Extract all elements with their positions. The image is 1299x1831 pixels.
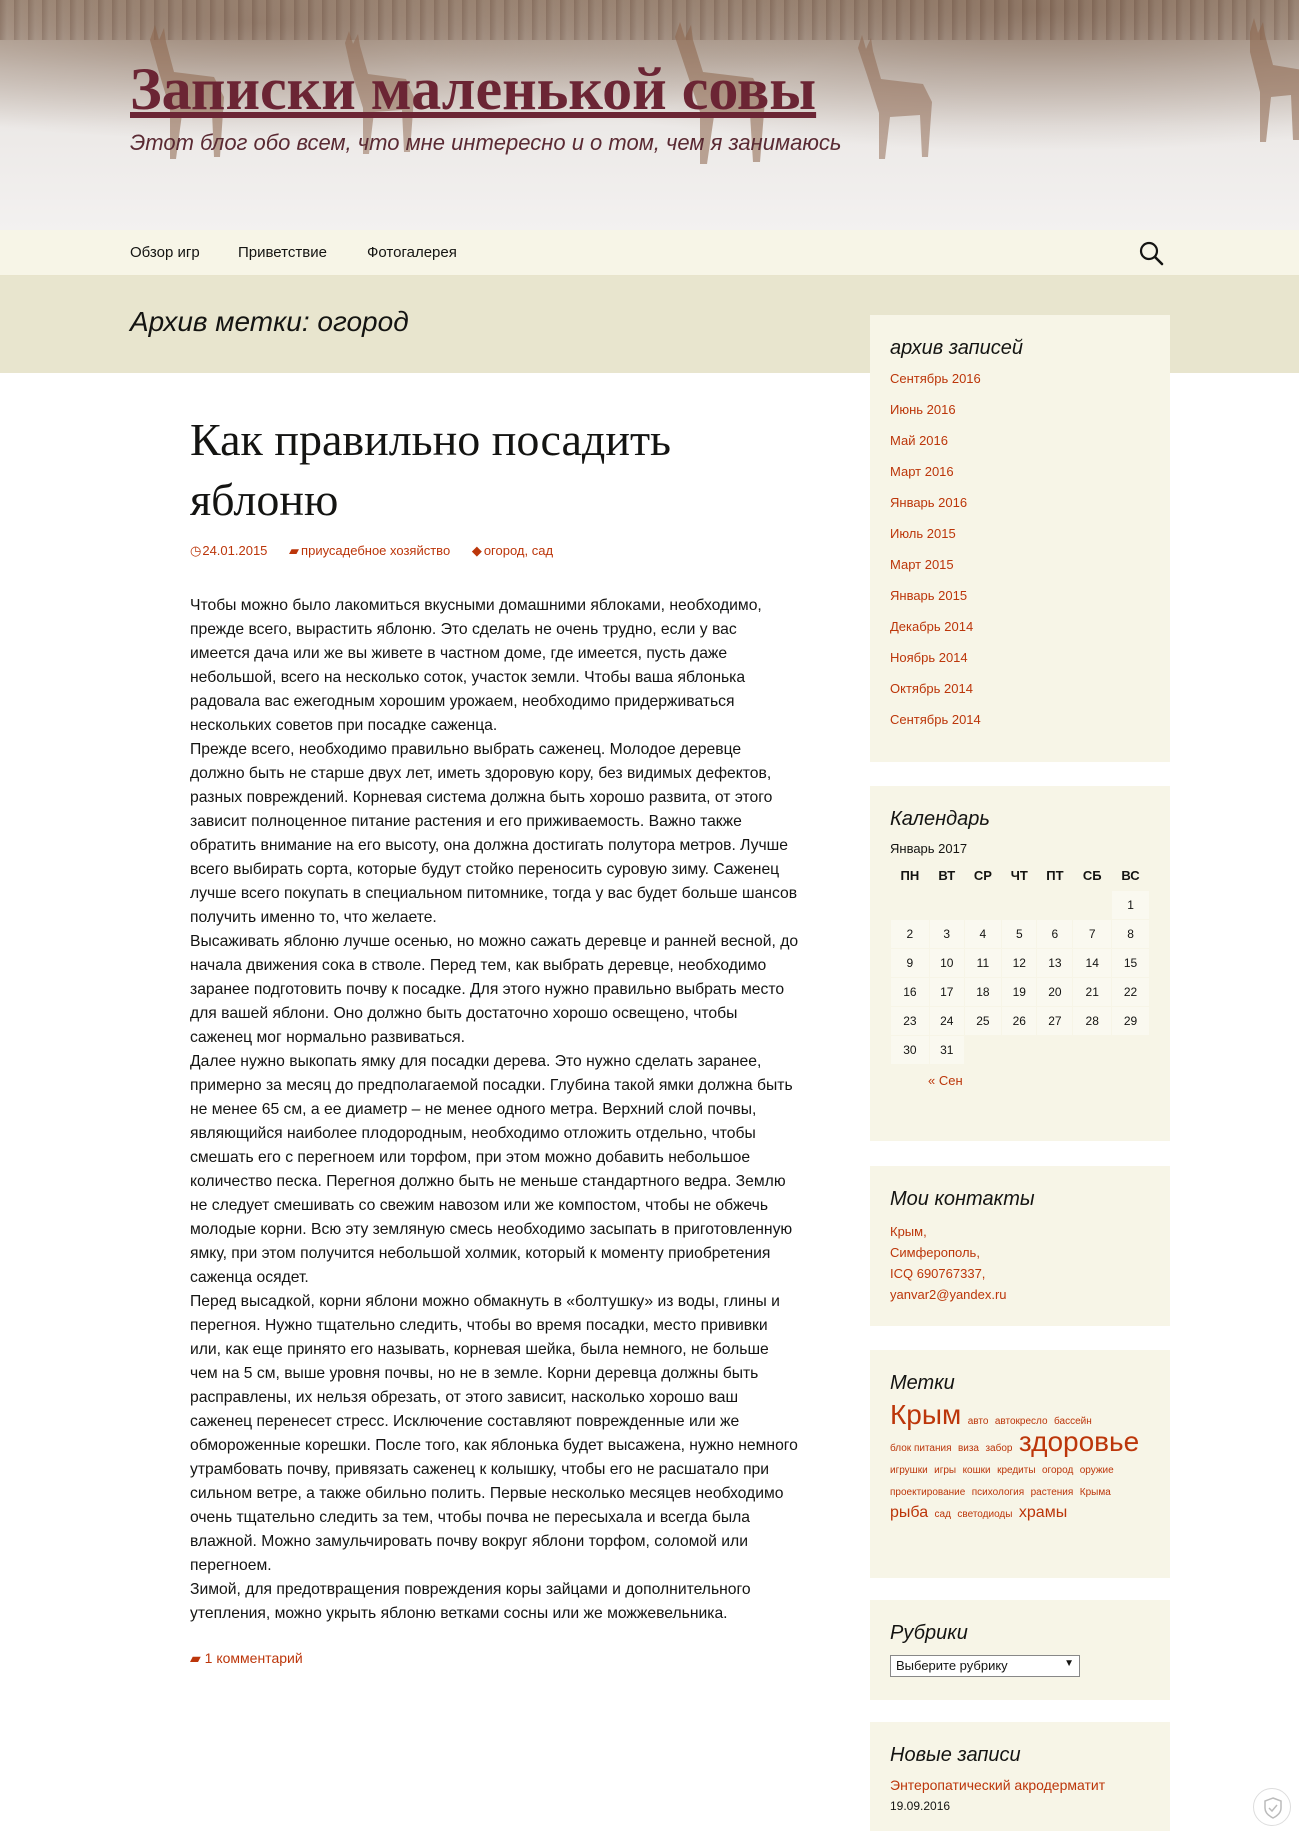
tag-link[interactable]: забор <box>985 1443 1013 1454</box>
archive-item[interactable]: Октябрь 2014 <box>890 681 973 696</box>
shield-icon[interactable] <box>1253 1788 1291 1826</box>
archive-item[interactable]: Сентябрь 2016 <box>890 371 981 386</box>
calendar-day: 31 <box>929 1035 964 1064</box>
archive-item[interactable]: Июль 2015 <box>890 526 956 541</box>
main-navigation <box>0 230 1299 276</box>
calendar-day <box>964 890 1001 919</box>
nav-item-welcome[interactable]: Приветствие <box>238 244 327 261</box>
calendar-week <box>891 1006 1150 1035</box>
archive-item[interactable]: Май 2016 <box>890 433 948 448</box>
post-paragraph: Высаживать яблоню лучше осенью, но можно сажать деревце и ранней весной, до начала движения сока в стволе. Перед тем, как выбрать деревце, необходимо заранее подготовить почву к посадке. Для этого нужно правильно выбрать место для вашей яблони. Оно должно быть достаточно хорошо освещено, чтобы саженец мог нормально развиваться. <box>190 933 799 1046</box>
widget-title: архив записей <box>890 337 1024 359</box>
tag-link[interactable]: бассейн <box>1054 1416 1092 1427</box>
calendar-widget <box>870 786 1170 1141</box>
calendar-day <box>1073 1035 1112 1064</box>
calendar-day: 14 <box>1073 948 1112 977</box>
post-paragraph: Перед высадкой, корни яблони можно обмакнуть в «болтушку» из воды, глины и перегноя. Нужно тщательно следить, чтобы во время посадки, место прививки или, как еще принято его называть, корневая шейка, была немного, не больше чем на 5 см, выше уровня почвы, но не в земле. Корни деревца должны быть расправлены, их нельзя обрезать, от этого зависит, насколько хорошо ваш саженец перенесет стресс. Исключение составляют поврежденные или же обмороженные корешки. После того, как яблонька будет высажена, нужно немного утрамбовать почву, привязать саженец к колышку, чтобы его не расшатало при сильном ветре, а также обильно полить. Первые несколько месяцев необходимо очень тщательно следить за тем, чтобы почва не пересыхала и всегда была влажной. Можно замульчировать почву вокруг яблони торфом, соломой или перегноем. <box>190 1293 798 1574</box>
contact-line: Симферополь, <box>890 1245 980 1260</box>
post-paragraph: Чтобы можно было лакомиться вкусными домашними яблоками, необходимо, прежде всего, вырастить яблоню. Это сделать не очень трудно, если у вас имеется дача или же вы живете в частном доме, где имеется, пусть даже небольшой, всего на несколько соток, участок земли. Чтобы ваша яблонька радовала вас ежегодным хорошим урожаем, необходимо придерживаться нескольких советов при посадке саженца. <box>190 597 762 734</box>
calendar-day: 4 <box>964 919 1001 948</box>
calendar-day: 19 <box>1002 977 1037 1006</box>
calendar-day: 8 <box>1112 919 1150 948</box>
calendar-day: 11 <box>964 948 1001 977</box>
tag-link[interactable]: рыба <box>890 1504 929 1521</box>
calendar-day <box>1037 1035 1073 1064</box>
calendar-day: 26 <box>1002 1006 1037 1035</box>
calendar-day <box>1112 1035 1150 1064</box>
calendar-day: 24 <box>929 1006 964 1035</box>
tag-link[interactable]: проектирование <box>890 1487 966 1498</box>
calendar-prev-link[interactable]: « Сен <box>928 1072 963 1088</box>
recent-post-link[interactable]: Энтеропатический акродерматит <box>890 1777 1106 1793</box>
nav-item-photo-gallery[interactable]: Фотогалерея <box>367 244 457 261</box>
calendar-day: 10 <box>929 948 964 977</box>
calendar-day: 5 <box>1002 919 1037 948</box>
archive-list <box>890 370 1150 742</box>
tag-link[interactable]: Крыма <box>1079 1487 1111 1498</box>
deer-image <box>1230 10 1299 170</box>
tag-link[interactable]: Крым <box>890 1399 962 1430</box>
calendar-day: 22 <box>1112 977 1150 1006</box>
calendar-day: 15 <box>1112 948 1150 977</box>
search-icon[interactable] <box>1138 240 1164 266</box>
post-date[interactable]: ◷24.01.2015 <box>190 543 268 558</box>
recent-posts-widget <box>870 1722 1170 1831</box>
comment-icon: ▰ <box>190 1650 201 1666</box>
calendar-day <box>1002 1035 1037 1064</box>
deer-image <box>830 30 950 170</box>
calendar-week <box>891 919 1150 948</box>
calendar-day: 29 <box>1112 1006 1150 1035</box>
contacts-widget <box>870 1166 1170 1326</box>
calendar-week <box>891 890 1150 919</box>
archive-item[interactable]: Ноябрь 2014 <box>890 650 968 665</box>
calendar-day: 30 <box>891 1035 930 1064</box>
calendar-weekday: ВС <box>1121 868 1140 884</box>
tag-link[interactable]: кошки <box>962 1465 991 1476</box>
post-meta <box>190 543 571 559</box>
recent-post-date: 19.09.2016 <box>890 1799 951 1813</box>
calendar-weekday: ВТ <box>938 868 956 884</box>
dropdown-arrow-icon: ▼ <box>1064 1658 1074 1669</box>
contact-line: Крым, <box>890 1224 927 1239</box>
calendar-day: 9 <box>891 948 930 977</box>
calendar-day: 18 <box>964 977 1001 1006</box>
tag-link[interactable]: игры <box>934 1465 957 1476</box>
calendar-day: 12 <box>1002 948 1037 977</box>
widget-title: Рубрики <box>890 1622 968 1644</box>
post-title-link[interactable]: Как правильно посадить яблоню <box>190 414 672 525</box>
calendar-weekday: ПН <box>900 868 920 884</box>
tag-link[interactable]: игрушки <box>890 1465 928 1476</box>
calendar-day: 17 <box>929 977 964 1006</box>
widget-title: Календарь <box>890 808 990 830</box>
site-header <box>0 0 1299 230</box>
categories-widget <box>870 1600 1170 1700</box>
calendar-week <box>891 977 1150 1006</box>
calendar-caption: Январь 2017 <box>890 841 968 856</box>
calendar-weekday: СБ <box>1082 868 1102 884</box>
post-paragraph: Прежде всего, необходимо правильно выбрать саженец. Молодое деревце должно быть не старше двух лет, иметь здоровую кору, без видимых дефектов, разных повреждений. Корневая система должна быть хорошо развита, от этого зависит полноценное питание растения и его приживаемость. Важно также обратить внимание на его высоту, она должна достигать полутора метров. Лучше всего выбирать сорта, которые будут стойко переносить суровую зиму. Саженец лучше всего покупать в специальном питомнике, тогда у вас будет больше шансов получить именно то, что желаете. <box>190 741 798 926</box>
site-description: Этот блог обо всем, что мне интересно и о том, чем я занимаюсь <box>130 130 842 155</box>
tag-link[interactable]: виза <box>957 1443 979 1454</box>
clock-icon: ◷ <box>190 543 202 558</box>
archive-item[interactable]: Декабрь 2014 <box>890 619 974 634</box>
calendar-day: 16 <box>891 977 930 1006</box>
contact-line: ICQ 690767337, <box>890 1266 986 1281</box>
tag-link[interactable]: здоровье <box>1018 1426 1140 1457</box>
tag-link[interactable]: оружие <box>1079 1465 1114 1476</box>
tag-link[interactable]: автокресло <box>994 1416 1048 1427</box>
calendar-day: 21 <box>1073 977 1112 1006</box>
calendar-day: 20 <box>1037 977 1073 1006</box>
calendar-day: 3 <box>929 919 964 948</box>
widget-title: Мои контакты <box>890 1188 1035 1210</box>
archive-item[interactable]: Июнь 2016 <box>890 402 956 417</box>
post-content <box>190 594 800 1626</box>
archive-item[interactable]: Январь 2015 <box>890 588 968 603</box>
archive-title: Архив метки: огород <box>130 306 409 337</box>
site-title-link[interactable]: Записки маленькой совы <box>130 56 817 122</box>
calendar-day <box>1037 890 1073 919</box>
calendar-day <box>964 1035 1001 1064</box>
nav-item-games-review[interactable]: Обзор игр <box>130 244 200 261</box>
widget-title: Метки <box>890 1372 955 1394</box>
tag-link[interactable]: психология <box>971 1487 1025 1498</box>
archive-item[interactable]: Январь 2016 <box>890 495 968 510</box>
post-category[interactable]: ▰ приусадебное хозяйство <box>289 543 451 558</box>
calendar-day <box>1002 890 1037 919</box>
category-select[interactable]: Выберите рубрику ▼ <box>890 1655 1080 1677</box>
calendar-day: 2 <box>891 919 930 948</box>
tag-link[interactable]: растения <box>1030 1487 1074 1498</box>
calendar-day: 13 <box>1037 948 1073 977</box>
calendar-day: 25 <box>964 1006 1001 1035</box>
tag-link[interactable]: огород <box>1041 1465 1074 1476</box>
tag-link[interactable]: сад <box>934 1509 951 1520</box>
archive-item[interactable]: Март 2015 <box>890 557 954 572</box>
shield-icon-graphic <box>1254 1789 1292 1827</box>
calendar-day: 7 <box>1073 919 1112 948</box>
post-paragraph: Зимой, для предотвращения повреждения коры зайцами и дополнительного утепления, можно укрыть яблоню ветками сосны или же можжевельника. <box>190 1581 751 1622</box>
tag-link[interactable]: светодиоды <box>957 1509 1013 1520</box>
archive-item[interactable]: Сентябрь 2014 <box>890 712 981 727</box>
calendar-weekday: ЧТ <box>1010 868 1028 884</box>
tag-link[interactable]: храмы <box>1018 1504 1068 1521</box>
comments-link[interactable]: ▰ 1 комментарий <box>190 1650 303 1666</box>
calendar-day: 23 <box>891 1006 930 1035</box>
tag-link[interactable]: авто <box>967 1416 989 1427</box>
folder-icon: ▰ <box>289 543 300 558</box>
calendar-day <box>891 890 930 919</box>
calendar-day <box>929 890 964 919</box>
calendar-day: 1 <box>1112 890 1150 919</box>
calendar-weekday: СР <box>973 868 992 884</box>
tag-link[interactable]: кредиты <box>997 1465 1036 1476</box>
tag-link[interactable]: блок питания <box>890 1443 952 1454</box>
calendar-day <box>1073 890 1112 919</box>
post-paragraph: Далее нужно выкопать ямку для посадки дерева. Это нужно сделать заранее, примерно за месяц до предполагаемой посадки. Глубина такой ямки должна быть не менее 65 см, а ее диаметр – не менее одного метра. Верхний слой почвы, являющийся наиболее плодородным, необходимо отложить отдельно, чтобы смешать его с перегноем или торфом, при этом можно добавить небольшое количество песка. Перегноя должно быть не меньше стандартного ведра. Землю не следует смешивать со свежим навозом или же компостом, чтобы не обжечь молодые корни. Всю эту земляную смесь необходимо засыпать в приготовленную ямку, при этом получится небольшой холмик, который к моменту приобретения саженца осядет. <box>190 1053 793 1286</box>
tags-widget <box>870 1350 1170 1578</box>
tag-icon: ◆ <box>471 543 482 558</box>
post-tags[interactable]: ◆ огород, сад <box>471 543 554 558</box>
calendar-day: 6 <box>1037 919 1073 948</box>
calendar-week <box>891 1035 1150 1064</box>
calendar-weekday: ПТ <box>1046 868 1064 884</box>
contact-line: yanvar2@yandex.ru <box>890 1287 1007 1302</box>
archive-item[interactable]: Март 2016 <box>890 464 954 479</box>
calendar-day: 28 <box>1073 1006 1112 1035</box>
calendar-week <box>891 948 1150 977</box>
tag-cloud <box>890 1399 1150 1525</box>
archive-widget <box>870 315 1170 762</box>
widget-title: Новые записи <box>890 1744 1021 1766</box>
calendar-day: 27 <box>1037 1006 1073 1035</box>
calendar-table <box>890 862 1150 1065</box>
